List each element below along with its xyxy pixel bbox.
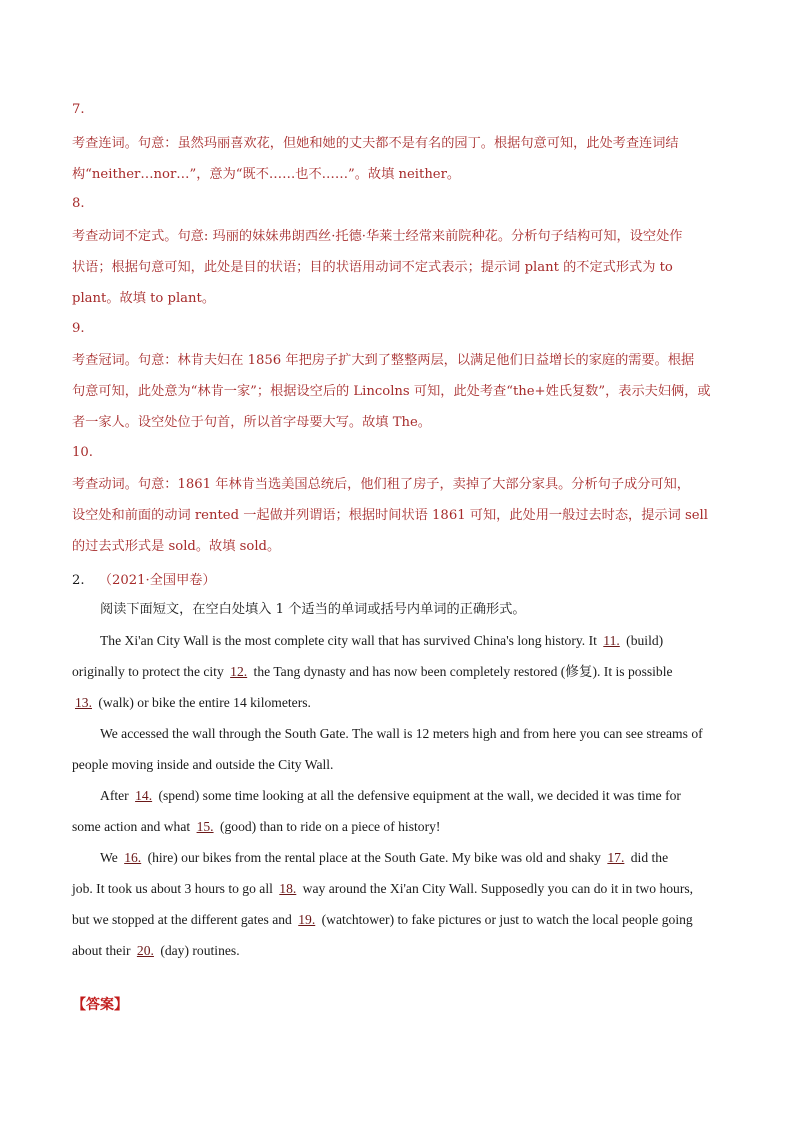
passage-text: some action and what [72,819,194,834]
passage-text: (watchtower) to fake pictures or just to watch the local people going [318,912,693,927]
blank-13[interactable]: 13. [75,695,92,710]
explanation-line: 句意可知，此处意为“林肯一家”；根据设空后的 Lincolns 可知，此处考查“the+姓氏复数”，表示夫妇俩，或 [72,384,711,399]
passage-text: (build) [622,633,664,648]
passage-paragraph [72,842,724,966]
explanation-text [72,221,724,314]
passage-text: After [100,788,133,803]
blank-12[interactable]: 12. [230,664,248,679]
passage-text: job. It took us about 3 hours to go all [72,881,277,896]
passage-text: about their [72,943,134,958]
question-source: （2021·全国甲卷） [98,573,216,588]
blank-19[interactable]: 19. [298,912,316,927]
passage-text: way around the Xi'an City Wall. Supposedly you can do it in two hours, [299,881,694,896]
blank-14[interactable]: 14. [135,788,153,803]
passage [72,594,724,966]
question-number: 2. [72,573,85,588]
explanation-line: plant。故填 to plant。 [72,291,216,306]
passage-paragraph [72,780,724,842]
passage-paragraph [72,718,724,780]
explanation-number: 10. [72,445,93,460]
explanation-line: 的过去式形式是 sold。故填 sold。 [72,539,281,554]
question-header [72,569,216,588]
passage-text: people moving inside and outside the City Wall. [72,757,334,772]
passage-text: did the [627,850,669,865]
blank-18[interactable]: 18. [279,881,297,896]
passage-text: (day) routines. [156,943,240,958]
passage-text: We [100,850,122,865]
explanation-number: 7. [72,102,85,117]
passage-text: originally to protect the city [72,664,228,679]
passage-text: (hire) our bikes from the rental place at the South Gate. My bike was old and shaky [144,850,605,865]
explanation-line: 考查连词。句意：虽然玛丽喜欢花，但她和她的丈夫都不是有名的园丁。根据句意可知，此处考查连词结 [72,136,679,151]
explanation-line: 考查动词。句意：1861 年林肯当选美国总统后，他们租了房子，卖掉了大部分家具。分析句子成分可知， [72,477,690,492]
explanation-text [72,128,724,190]
explanation-line: 构“neither…nor…”，意为“既不……也不……”。故填 neither。 [72,167,461,182]
passage-paragraph [72,625,724,718]
blank-15[interactable]: 15. [196,819,214,834]
explanation-line: 状语；根据句意可知，此处是目的状语；目的状语用动词不定式表示；提示词 plant 的不定式形式为 to [72,260,673,275]
explanation-number: 8. [72,196,85,211]
blank-16[interactable]: 16. [124,850,142,865]
passage-text: (walk) or bike the entire 14 kilometers. [95,695,311,710]
blank-17[interactable]: 17. [607,850,625,865]
passage-text: (good) than to ride on a piece of history! [216,819,441,834]
passage-text: the Tang dynasty and has now been completely restored (修复). It is possible [250,664,673,679]
explanation-text [72,469,724,562]
instruction: 阅读下面短文，在空白处填入 1 个适当的单词或括号内单词的正确形式。 [100,602,526,617]
passage-text: but we stopped at the different gates and [72,912,296,927]
explanation-line: 考查冠词。句意：林肯夫妇在 1856 年把房子扩大到了整整两层，以满足他们日益增长的家庭的需要。根据 [72,353,695,368]
explanation-line: 者一家人。设空处位于句首，所以首字母要大写。故填 The。 [72,415,431,430]
explanation-number: 9. [72,321,85,336]
explanation-text [72,345,724,438]
passage-text: The Xi'an City Wall is the most complete city wall that has survived China's long history. It [100,633,601,648]
passage-text: We accessed the wall through the South Gate. The wall is 12 meters high and from here you can see streams of [100,726,703,741]
blank-11[interactable]: 11. [603,633,620,648]
answer-label: 【答案】 [72,997,128,1013]
blank-20[interactable]: 20. [136,943,154,958]
explanation-line: 设空处和前面的动词 rented 一起做并列谓语；根据时间状语 1861 可知，此处用一般过去时态，提示词 sell [72,508,708,523]
passage-text: (spend) some time looking at all the defensive equipment at the wall, we decided it was time for [155,788,681,803]
explanation-line: 考查动词不定式。句意: 玛丽的妹妹弗朗西丝·托德·华莱士经常来前院种花。分析句子结构可知，设空处作 [72,229,683,244]
